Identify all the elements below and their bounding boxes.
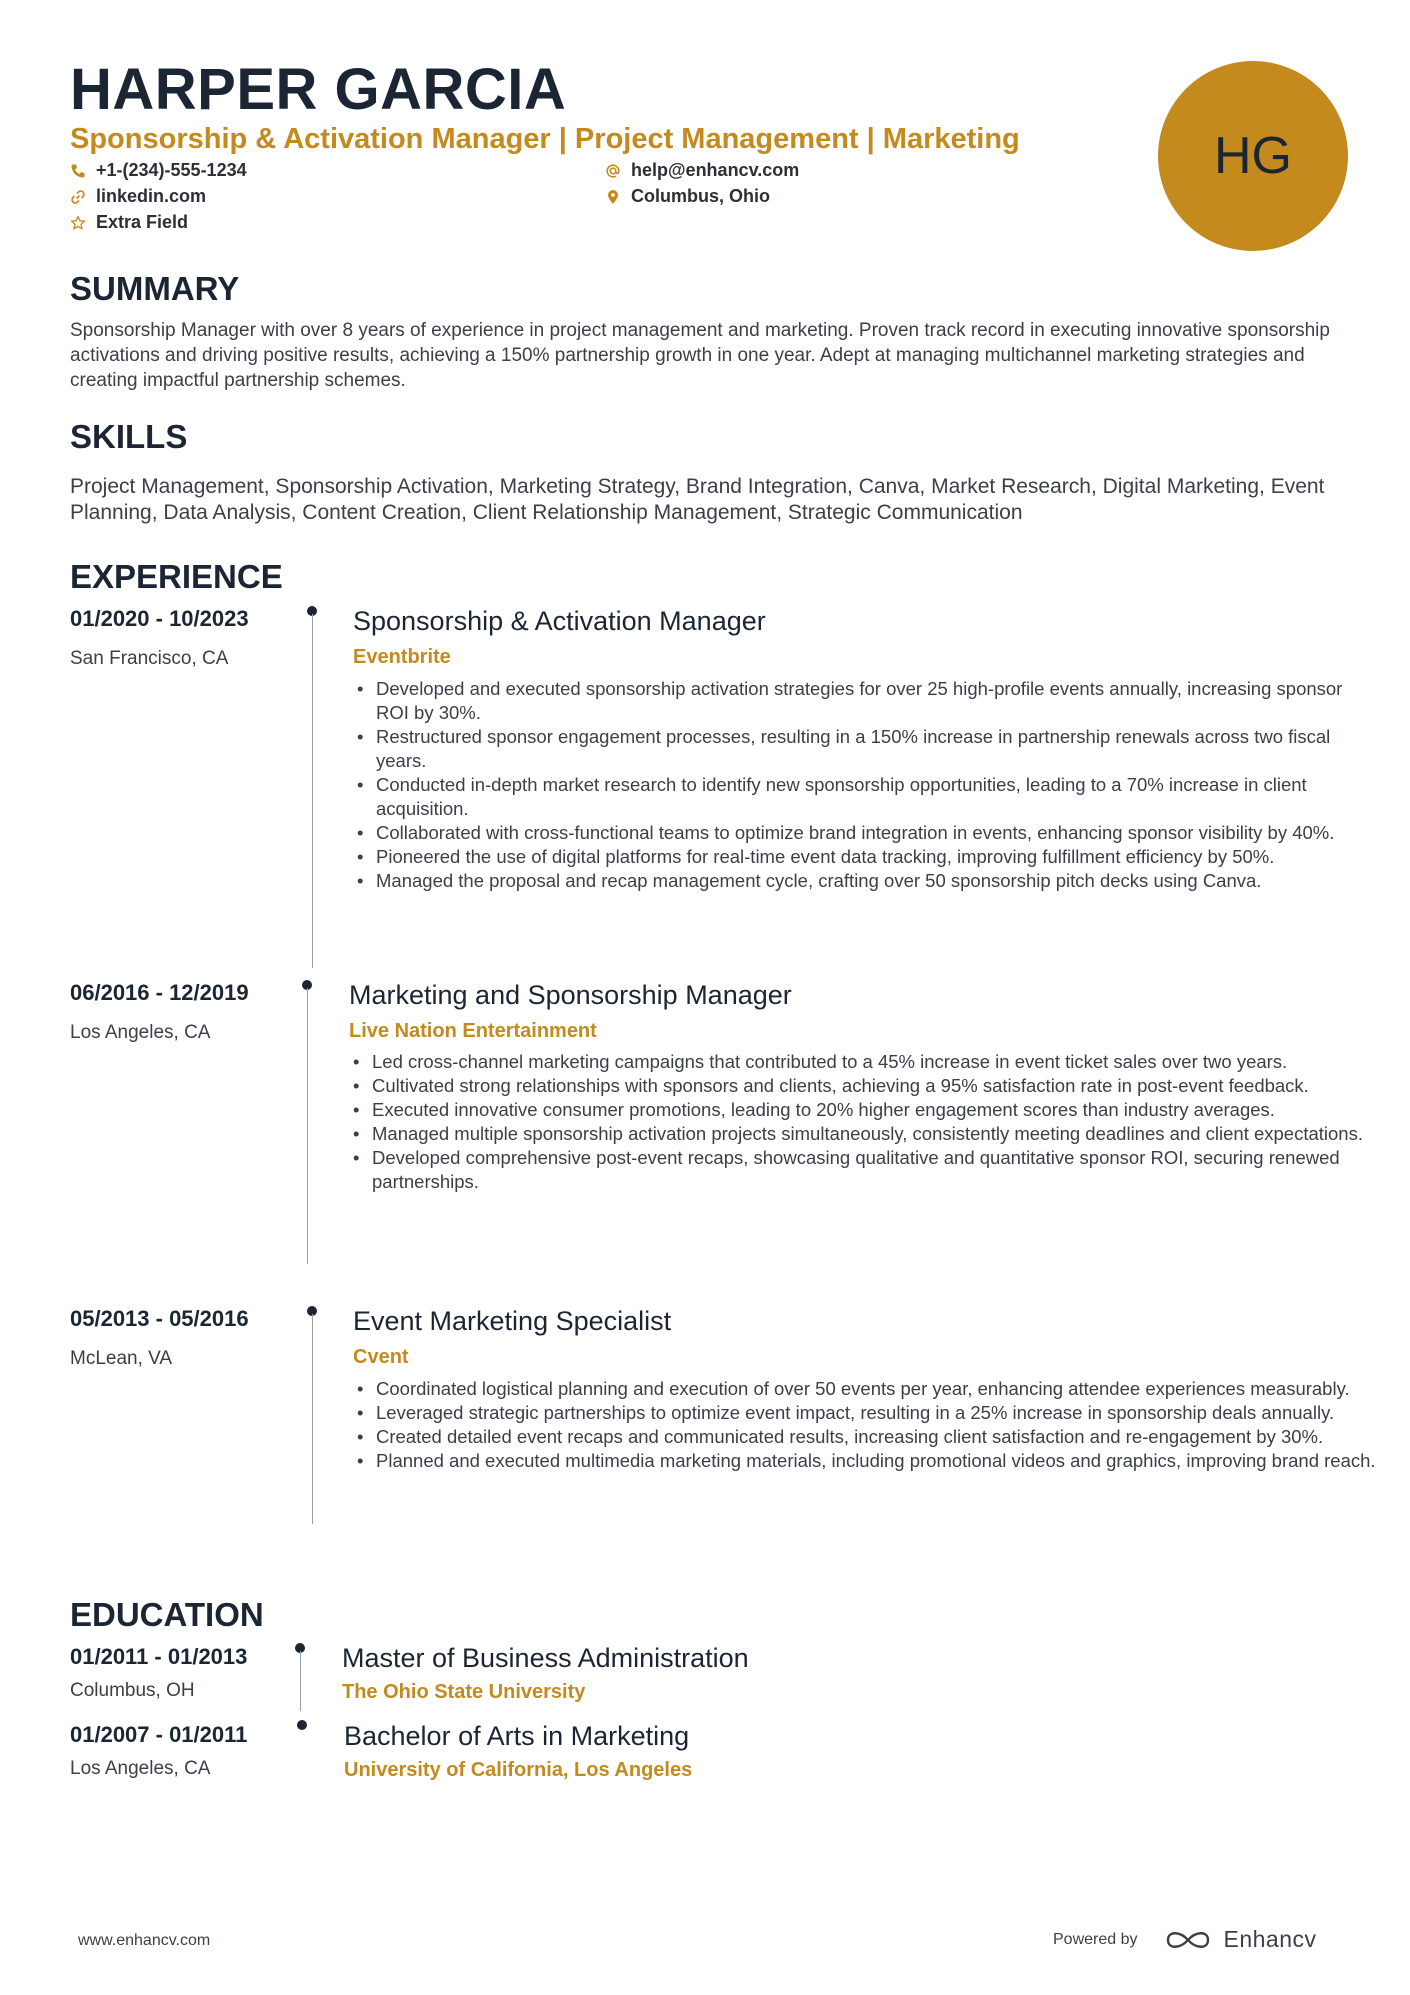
footer-powered (1053, 1926, 1317, 1953)
education-heading: EDUCATION (70, 1596, 264, 1633)
experience-role: Marketing and Sponsorship Manager (349, 980, 792, 1010)
experience-dates: 06/2016 - 12/2019 (70, 980, 249, 1005)
list-item: • Created detailed event recaps and communicated results, increasing client satisfaction and re-engagement by 30%. (353, 1425, 1393, 1449)
education-location: Los Angeles, CA (70, 1758, 211, 1779)
education-location: Columbus, OH (70, 1680, 195, 1701)
experience-bullets (349, 1050, 1409, 1194)
list-item: • Managed multiple sponsorship activation projects simultaneously, consistently meeting deadlines and client expectations. (349, 1122, 1409, 1146)
link-icon (70, 189, 86, 205)
list-item: • Conducted in-depth market research to identify new sponsorship opportunities, leading to a 70% increase in client acquisition. (353, 773, 1353, 821)
contact-email (605, 160, 799, 181)
avatar-initials: HG (1214, 127, 1292, 185)
experience-role: Sponsorship & Activation Manager (353, 606, 766, 636)
location-text: Columbus, Ohio (631, 186, 770, 206)
star-icon (70, 215, 86, 231)
list-item: • Cultivated strong relationships with sponsors and clients, achieving a 95% satisfaction rate in post-event feedback. (349, 1074, 1409, 1098)
experience-company: Live Nation Entertainment (349, 1020, 597, 1042)
experience-role: Event Marketing Specialist (353, 1306, 672, 1336)
education-dates: 01/2007 - 01/2011 (70, 1722, 248, 1747)
experience-dates: 01/2020 - 10/2023 (70, 606, 249, 631)
education-school: The Ohio State University (342, 1681, 586, 1703)
timeline-dot (297, 1720, 307, 1730)
powered-by-label: Powered by (1053, 1930, 1138, 1948)
footer-brand: Enhancv (1223, 1926, 1317, 1952)
experience-dates: 05/2013 - 05/2016 (70, 1306, 249, 1331)
list-item: • Restructured sponsor engagement processes, resulting in a 150% increase in partnership renewals across two fiscal years. (353, 725, 1353, 773)
list-item: • Led cross-channel marketing campaigns that contributed to a 45% increase in event ticket sales over two years. (349, 1050, 1409, 1074)
contact-extra (70, 212, 188, 233)
experience-location: McLean, VA (70, 1348, 173, 1369)
list-item: • Developed and executed sponsorship activation strategies for over 25 high-profile events annually, increasing sponsor ROI by 30%. (353, 677, 1353, 725)
experience-company: Eventbrite (353, 646, 451, 668)
email-text[interactable]: help@enhancv.com (631, 160, 800, 180)
list-item: • Managed the proposal and recap management cycle, crafting over 50 sponsorship pitch decks using Canva. (353, 869, 1353, 893)
list-item: • Coordinated logistical planning and execution of over 50 events per year, enhancing attendee experiences measurably. (353, 1377, 1393, 1401)
timeline-line (312, 1314, 313, 1524)
education-school: University of California, Los Angeles (344, 1759, 693, 1781)
extra-text: Extra Field (96, 212, 189, 232)
linkedin-text[interactable]: linkedin.com (96, 186, 207, 206)
skills-heading: SKILLS (70, 418, 188, 455)
phone-icon (70, 163, 86, 179)
enhancv-logo-icon (1164, 1927, 1212, 1953)
list-item: • Leveraged strategic partnerships to optimize event impact, resulting in a 25% increase in sponsorship deals annually. (353, 1401, 1393, 1425)
experience-location: Los Angeles, CA (70, 1022, 211, 1043)
map-pin-icon (605, 189, 621, 205)
list-item: • Developed comprehensive post-event recaps, showcasing qualitative and quantitative sponsor ROI, securing renewed partnerships. (349, 1146, 1409, 1194)
list-item: • Pioneered the use of digital platforms for real-time event data tracking, improving fulfillment efficiency by 50%. (353, 845, 1353, 869)
phone-text[interactable]: +1-(234)-555-1234 (96, 160, 247, 180)
skills-text: Project Management, Sponsorship Activation, Marketing Strategy, Brand Integration, Canva, Market Research, Digital Marketing, Event Planning, Data Analysis, Content Creation, Client Relationship Management, Strategic Communication (70, 475, 1325, 524)
experience-heading: EXPERIENCE (70, 558, 283, 595)
summary-text: Sponsorship Manager with over 8 years of experience in project management and marketing. Proven track record in executing innovative sponsorship activations and driving positive results, achieving a 150% partnership growth in one year. Adept at managing multichannel marketing strategies and creating impactful partnership schemes. (70, 320, 1330, 391)
education-dates: 01/2011 - 01/2013 (70, 1644, 248, 1669)
education-degree: Master of Business Administration (342, 1643, 749, 1673)
contact-phone (70, 160, 247, 181)
education-degree: Bachelor of Arts in Marketing (344, 1721, 690, 1751)
candidate-title: Sponsorship & Activation Manager | Project Management | Marketing (70, 123, 1020, 155)
experience-bullets (353, 1377, 1393, 1473)
experience-bullets (353, 677, 1353, 893)
timeline-line (307, 988, 308, 1264)
timeline-line (312, 614, 313, 968)
contact-location (605, 186, 770, 207)
avatar (1158, 61, 1348, 251)
list-item: • Collaborated with cross-functional teams to optimize brand integration in events, enhancing sponsor visibility by 40%. (353, 821, 1353, 845)
timeline-line (300, 1651, 301, 1711)
candidate-name: HARPER GARCIA (70, 57, 567, 122)
list-item: • Planned and executed multimedia marketing materials, including promotional videos and graphics, improving brand reach. (353, 1449, 1393, 1473)
list-item: • Executed innovative consumer promotions, leading to 20% higher engagement scores than industry averages. (349, 1098, 1409, 1122)
contact-linkedin (70, 186, 206, 207)
experience-company: Cvent (353, 1346, 409, 1368)
footer-website[interactable]: www.enhancv.com (78, 1932, 211, 1949)
experience-location: San Francisco, CA (70, 648, 229, 669)
at-icon (605, 163, 621, 179)
summary-heading: SUMMARY (70, 270, 240, 307)
